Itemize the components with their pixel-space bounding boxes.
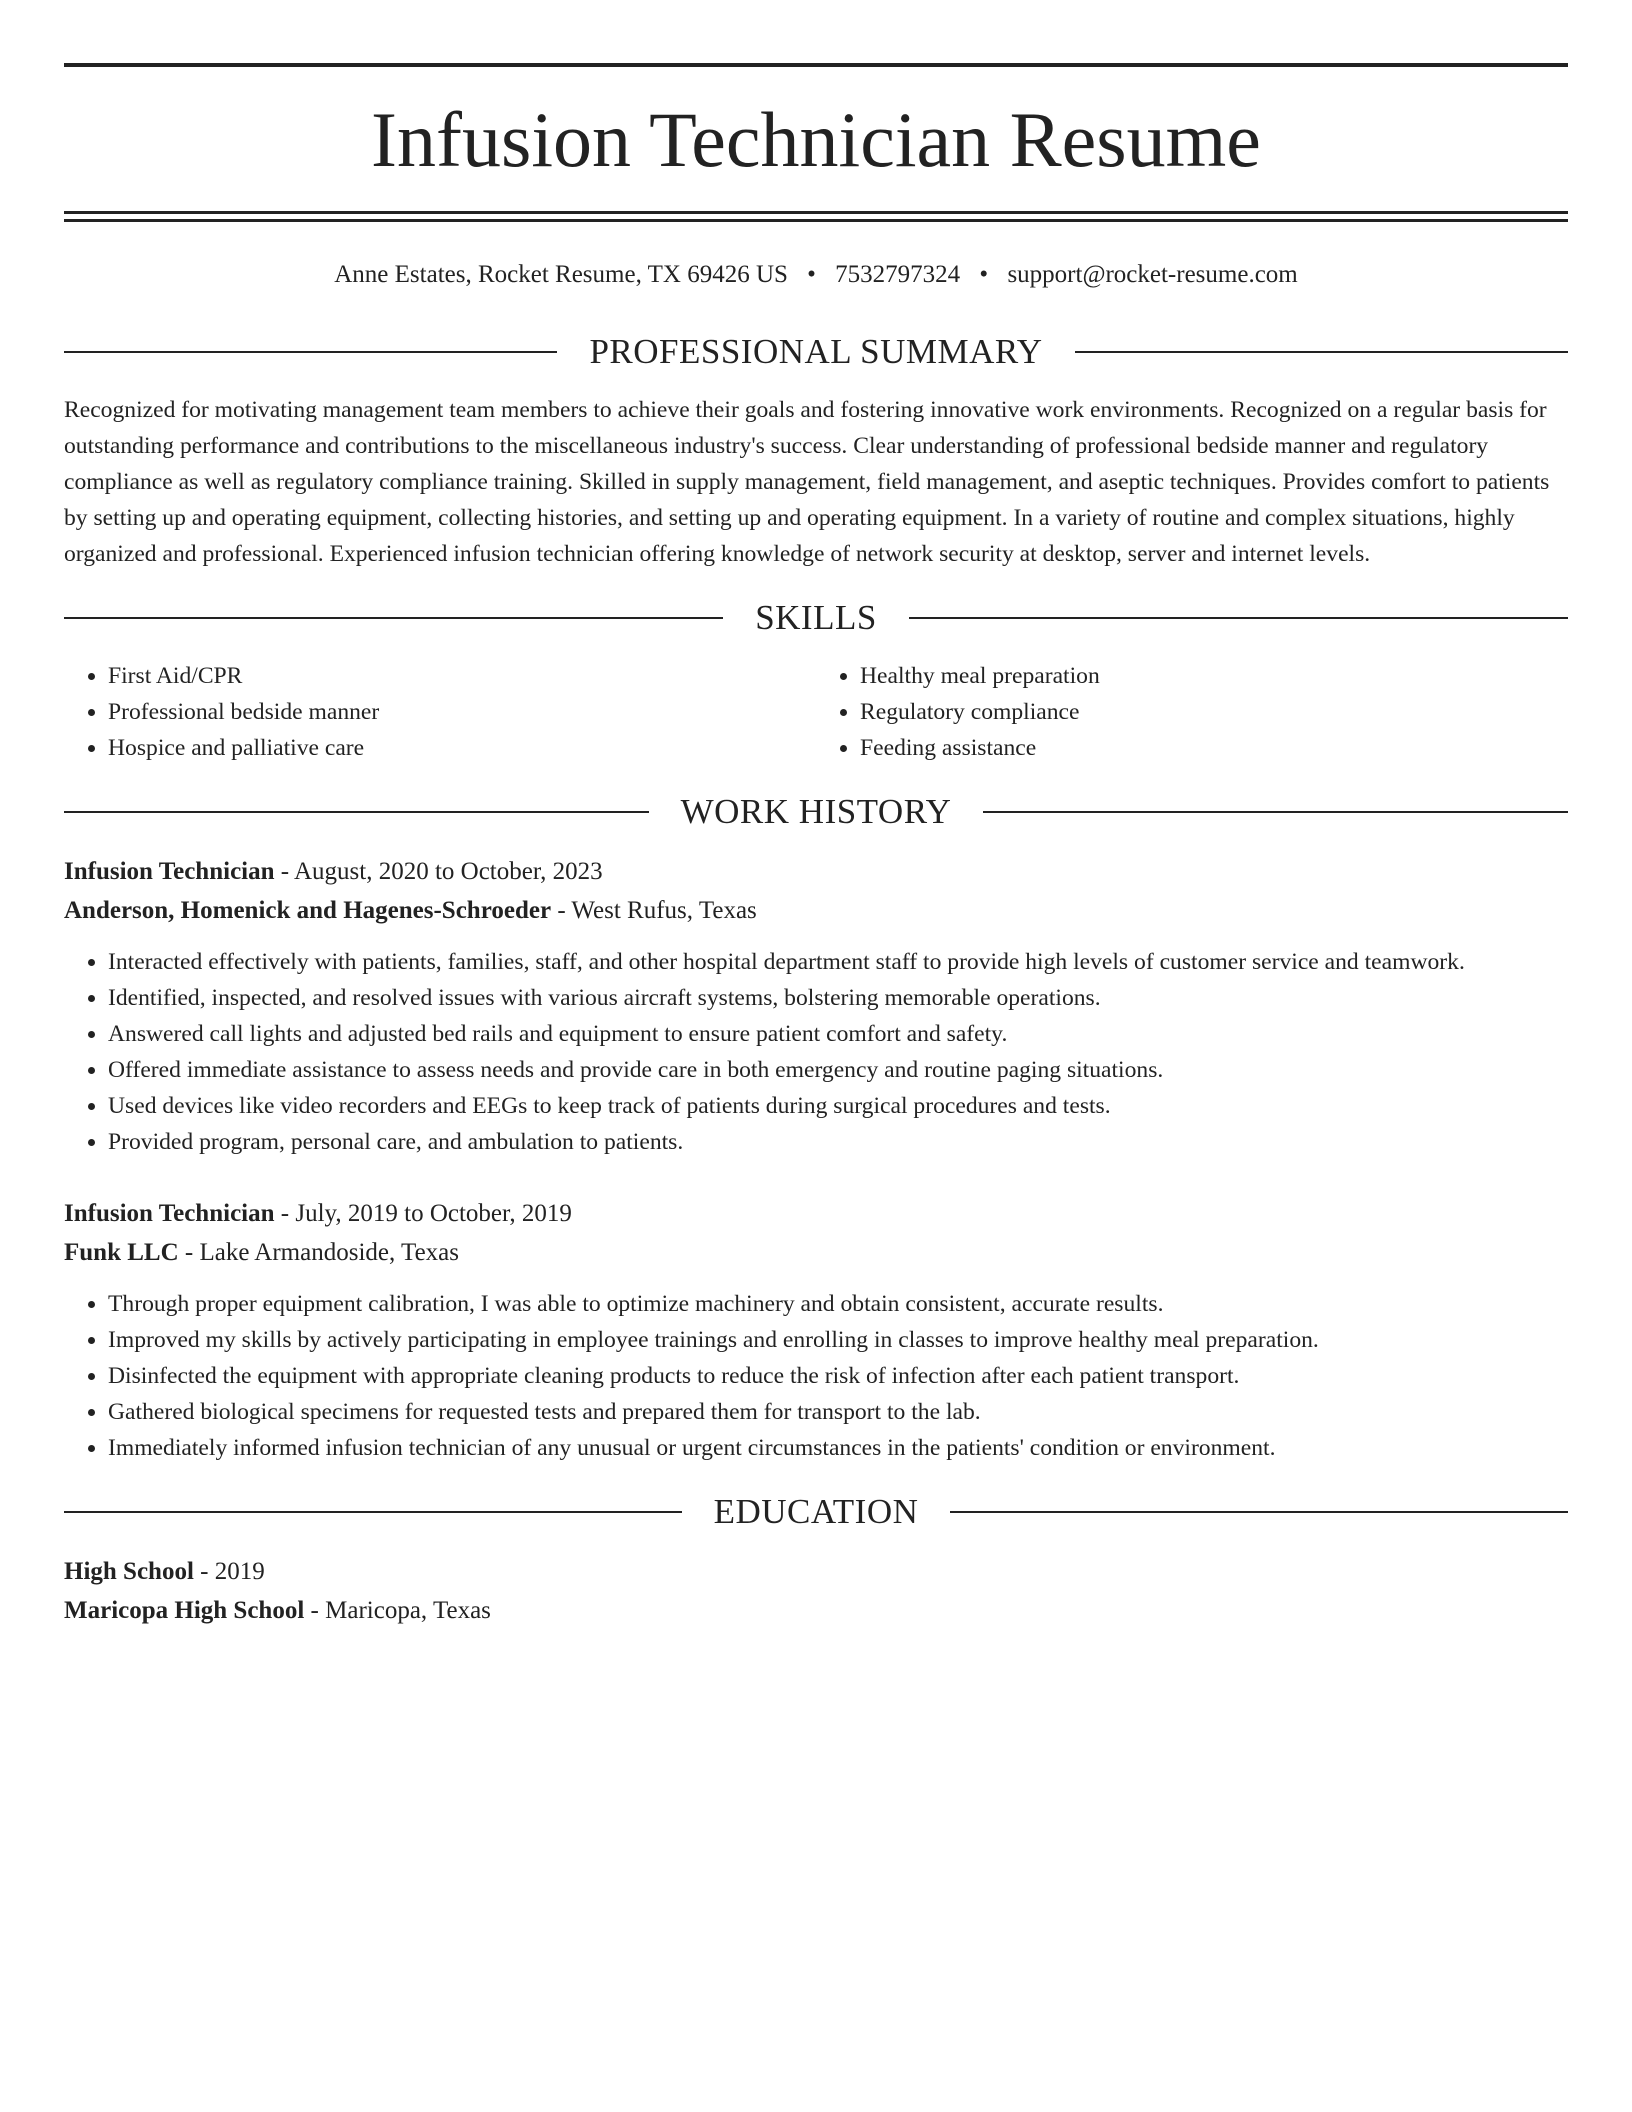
title-double-rule: [64, 211, 1568, 222]
job-bullet: • Used devices like video recorders and EEGs to keep track of patients during surgical procedures and tests.: [108, 1088, 1568, 1124]
job-title: Infusion Technician: [64, 858, 275, 885]
section-heading-summary: [64, 332, 1568, 372]
job-bullet: • Through proper equipment calibration, I was able to optimize machinery and obtain consistent, accurate results.: [108, 1286, 1568, 1322]
skill-item: • First Aid/CPR: [108, 658, 816, 694]
job-location: - Lake Armandoside, Texas: [178, 1239, 459, 1266]
summary-text: Recognized for motivating management team members to achieve their goals and fostering innovative work environments. Recognized on a regular basis for outstanding performance and contributions to the miscellaneous industry's success. Clear understanding of professional bedside manner and regulatory compliance as well as regulatory compliance training. Skilled in supply management, field management, and aseptic techniques. Provides comfort to patients by setting up and operating equipment, collecting histories, and setting up and operating equipment. In a variety of routine and complex situations, highly organized and professional. Experienced infusion technician offering knowledge of network security at desktop, server and internet levels.: [64, 397, 1550, 567]
contact-address: Anne Estates, Rocket Resume, TX 69426 US: [334, 261, 788, 288]
job-bullet: • Interacted effectively with patients, families, staff, and other hospital department staff to provide high levels of customer service and teamwork.: [108, 944, 1568, 980]
section-heading-education: [64, 1492, 1568, 1532]
skills-column-left: [64, 658, 816, 766]
top-rule: [64, 63, 1568, 67]
job-location: - West Rufus, Texas: [551, 897, 757, 924]
job-company-line: [64, 1233, 1568, 1272]
job-bullet: • Improved my skills by actively participating in employee trainings and enrolling in classes to improve healthy meal preparation.: [108, 1322, 1568, 1358]
job-title-line: [64, 1194, 1568, 1233]
job-bullet: • Immediately informed infusion technician of any unusual or urgent circumstances in the patients' condition or environment.: [108, 1430, 1568, 1466]
skill-item: • Feeding assistance: [860, 730, 1568, 766]
education-school: Maricopa High School: [64, 1597, 305, 1624]
contact-separator: •: [979, 261, 989, 288]
job-company: Funk LLC: [64, 1239, 179, 1266]
section-title: WORK HISTORY: [680, 792, 952, 831]
heading-rule: [950, 1511, 1568, 1513]
job-title-line: [64, 852, 1568, 891]
job-entry: [64, 1194, 1568, 1466]
contact-email[interactable]: support@rocket-resume.com: [1007, 261, 1298, 288]
job-entry: [64, 852, 1568, 1160]
heading-rule: [64, 811, 649, 813]
education-entry: [64, 1552, 1568, 1630]
heading-rule: [64, 1511, 682, 1513]
heading-rule: [1075, 351, 1568, 353]
skills-list: [64, 658, 1568, 766]
section-heading-skills: [64, 598, 1568, 638]
job-company: Anderson, Homenick and Hagenes-Schroeder: [64, 897, 552, 924]
education-year: - 2019: [193, 1558, 265, 1585]
skill-item: • Healthy meal preparation: [860, 658, 1568, 694]
education-school-line: [64, 1591, 1568, 1630]
skills-column-right: [816, 658, 1568, 766]
contact-separator: •: [807, 261, 816, 288]
contact-phone[interactable]: 7532797324: [835, 261, 961, 288]
job-bullet: • Identified, inspected, and resolved issues with various aircraft systems, bolstering memorable operations.: [108, 980, 1568, 1016]
job-bullets: [64, 1286, 1568, 1466]
job-bullets: [64, 944, 1568, 1160]
heading-rule: [909, 617, 1568, 619]
education-degree-line: [64, 1552, 1568, 1591]
education-degree: High School: [64, 1558, 194, 1585]
job-bullet: • Offered immediate assistance to assess needs and provide care in both emergency and routine paging situations.: [108, 1052, 1568, 1088]
education-location: - Maricopa, Texas: [304, 1597, 491, 1624]
job-bullet: • Provided program, personal care, and ambulation to patients.: [108, 1124, 1568, 1160]
job-title: Infusion Technician: [64, 1200, 275, 1227]
skill-item: • Hospice and palliative care: [108, 730, 816, 766]
heading-rule: [983, 811, 1568, 813]
job-dates: - July, 2019 to October, 2019: [274, 1200, 572, 1227]
job-dates: - August, 2020 to October, 2023: [274, 858, 603, 885]
skill-item: • Regulatory compliance: [860, 694, 1568, 730]
heading-rule: [64, 351, 557, 353]
skill-item: • Professional bedside manner: [108, 694, 816, 730]
section-title: PROFESSIONAL SUMMARY: [589, 332, 1043, 371]
section-title: EDUCATION: [713, 1492, 919, 1531]
section-heading-work: [64, 792, 1568, 832]
job-bullet: • Disinfected the equipment with appropriate cleaning products to reduce the risk of infection after each patient transport.: [108, 1358, 1568, 1394]
resume-title: Infusion Technician Resume: [371, 96, 1261, 183]
contact-line: [64, 258, 1568, 292]
job-bullet: • Gathered biological specimens for requested tests and prepared them for transport to the lab.: [108, 1394, 1568, 1430]
heading-rule: [64, 617, 723, 619]
section-title: SKILLS: [755, 598, 877, 637]
job-company-line: [64, 891, 1568, 930]
job-bullet: • Answered call lights and adjusted bed rails and equipment to ensure patient comfort and safety.: [108, 1016, 1568, 1052]
